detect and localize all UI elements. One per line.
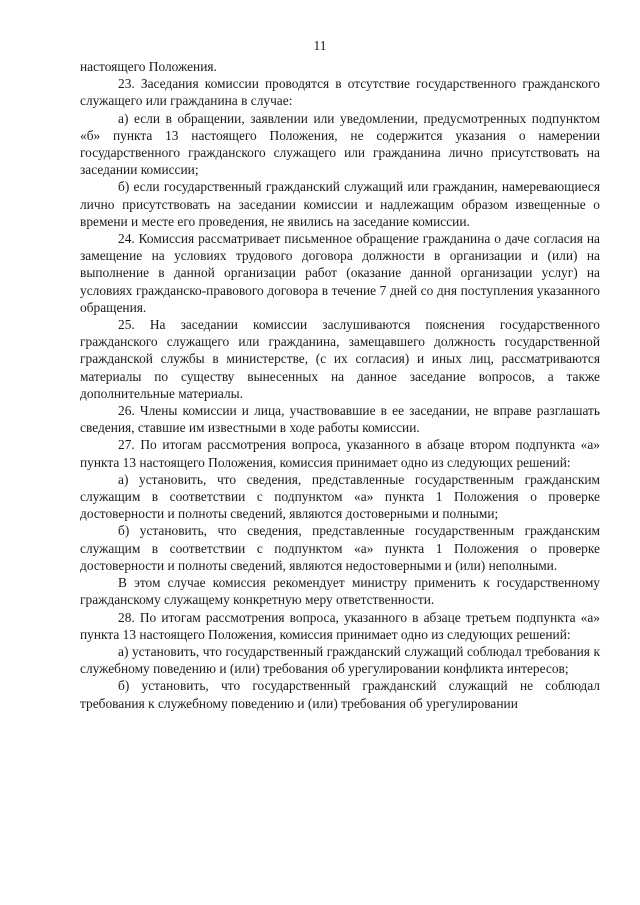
paragraph-23-b: б) если государственный гражданский служащий или гражданин, намеревающиеся лично присутствовать на заседании комиссии и надлежащим образом извещенные о времени и месте его проведения, не явились на заседание комиссии. — [80, 179, 600, 229]
page-number: 11 — [313, 38, 327, 53]
paragraph-28-b: б) установить, что государственный гражданский служащий не соблюдал требования к служебному поведению и (или) требования об урегулировании — [80, 678, 600, 711]
paragraph-27-note: В этом случае комиссия рекомендует министру применить к государственному гражданскому служащему конкретную меру ответственности. — [80, 575, 600, 608]
paragraph-28: 28. По итогам рассмотрения вопроса, указанного в абзаце третьем подпункта «а» пункта 13 настоящего Положения, комиссия принимает одно из следующих решений: — [80, 609, 600, 642]
paragraph-27-b: б) установить, что сведения, представленные государственным гражданским служащим в соответствии с подпунктом «а» пункта 1 Положения о проверке достоверности и полноты сведений, являются недостоверными и (или) неполными. — [80, 523, 600, 573]
paragraph-continuation: настоящего Положения. — [80, 59, 217, 74]
paragraph-27-a: а) установить, что сведения, представленные государственным гражданским служащим в соответствии с подпунктом «а» пункта 1 Положения о проверке достоверности и полноты сведений, являются достоверными и полными; — [80, 471, 600, 522]
paragraph-27: 27. По итогам рассмотрения вопроса, указанного в абзаце втором подпункта «а» пункта 13 настоящего Положения, комиссия принимает одно из следующих решений: — [80, 437, 600, 470]
paragraph-28-a: а) установить, что государственный гражданский служащий соблюдал требования к служебному поведению и (или) требования об урегулировании конфликта интересов; — [80, 643, 600, 677]
paragraph-23: 23. Заседания комиссии проводятся в отсутствие государственного гражданского служащего или гражданина в случае: — [80, 76, 600, 109]
paragraph-23-a: а) если в обращении, заявлении или уведомлении, предусмотренных подпунктом «б» пункта 13 настоящего Положения, не содержится указания о намерении государственного гражданского служащего или гражданина лично присутствовать на заседании комиссии; — [80, 110, 600, 178]
paragraph-25: 25. На заседании комиссии заслушиваются пояснения государственного гражданского служащего или гражданина, замещавшего должность государственной гражданской службы в министерстве, (с их согласия) и иных лиц, рассматриваются материалы по существу вынесенных на данное заседание вопросов, а также дополнительные материалы. — [80, 317, 600, 401]
document-body — [80, 58, 600, 712]
paragraph-26: 26. Члены комиссии и лица, участвовавшие в ее заседании, не вправе разглашать сведения, ставшие им известными в ходе работы комиссии. — [80, 403, 600, 436]
paragraph-24: 24. Комиссия рассматривает письменное обращение гражданина о даче согласия на замещение на условиях трудового договора должности в организации и (или) на выполнение в данной организации работ (оказание данной организации услуг) на условиях гражданско-правового договора в течение 7 дней со дня поступления указанного обращения. — [80, 231, 600, 315]
